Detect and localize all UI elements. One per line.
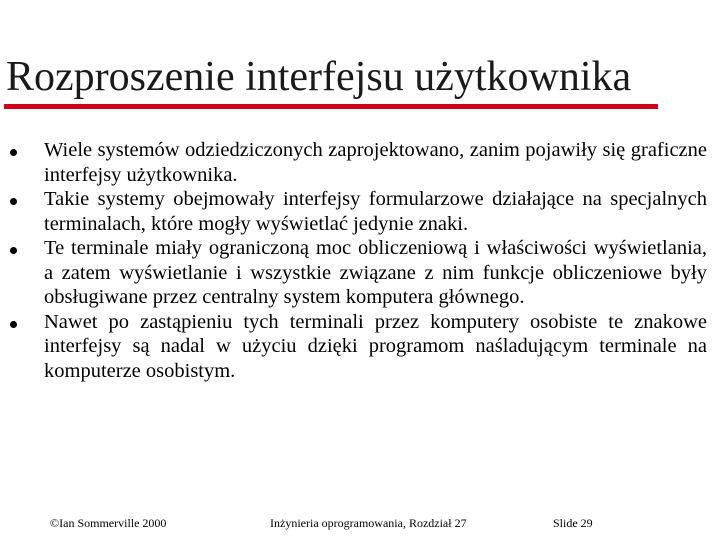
footer-copyright: ©Ian Sommerville 2000 xyxy=(50,516,167,530)
bullet-text: Takie systemy obejmowały interfejsy formularzowe działające na specjalnych terminalach, które mogły wyświetlać jedynie znaki. xyxy=(44,188,707,235)
footer-course-title: Inżynieria oprogramowania, Rozdział 27 xyxy=(270,516,467,530)
bullet-list xyxy=(0,138,720,383)
bullet-item xyxy=(0,236,707,310)
footer-slide-number: Slide 29 xyxy=(553,516,593,530)
bullet-item xyxy=(0,138,707,187)
bullet-text: Nawet po zastąpieniu tych terminali przez komputery osobiste te znakowe interfejsy są nadal w użyciu dzięki programom naśladującym terminale na komputerze osobistym. xyxy=(44,310,707,382)
bullet-icon xyxy=(10,321,17,328)
bullet-icon xyxy=(10,198,17,205)
bullet-text: Wiele systemów odziedziczonych zaprojektowano, zanim pojawiły się graficzne interfejsy użytkownika. xyxy=(44,139,707,186)
bullet-icon xyxy=(10,247,17,254)
bullet-item xyxy=(0,310,707,384)
title-underline xyxy=(4,104,658,109)
slide-title: Rozproszenie interfejsu użytkownika xyxy=(6,54,632,100)
bullet-icon xyxy=(10,149,17,156)
bullet-item xyxy=(0,187,707,236)
bullet-text: Te terminale miały ograniczoną moc obliczeniową i właściwości wyświetlania, a zatem wyświetlanie i wszystkie związane z nim funkcje obliczeniowe były obsługiwane przez centralny system komputera głównego. xyxy=(44,237,707,308)
